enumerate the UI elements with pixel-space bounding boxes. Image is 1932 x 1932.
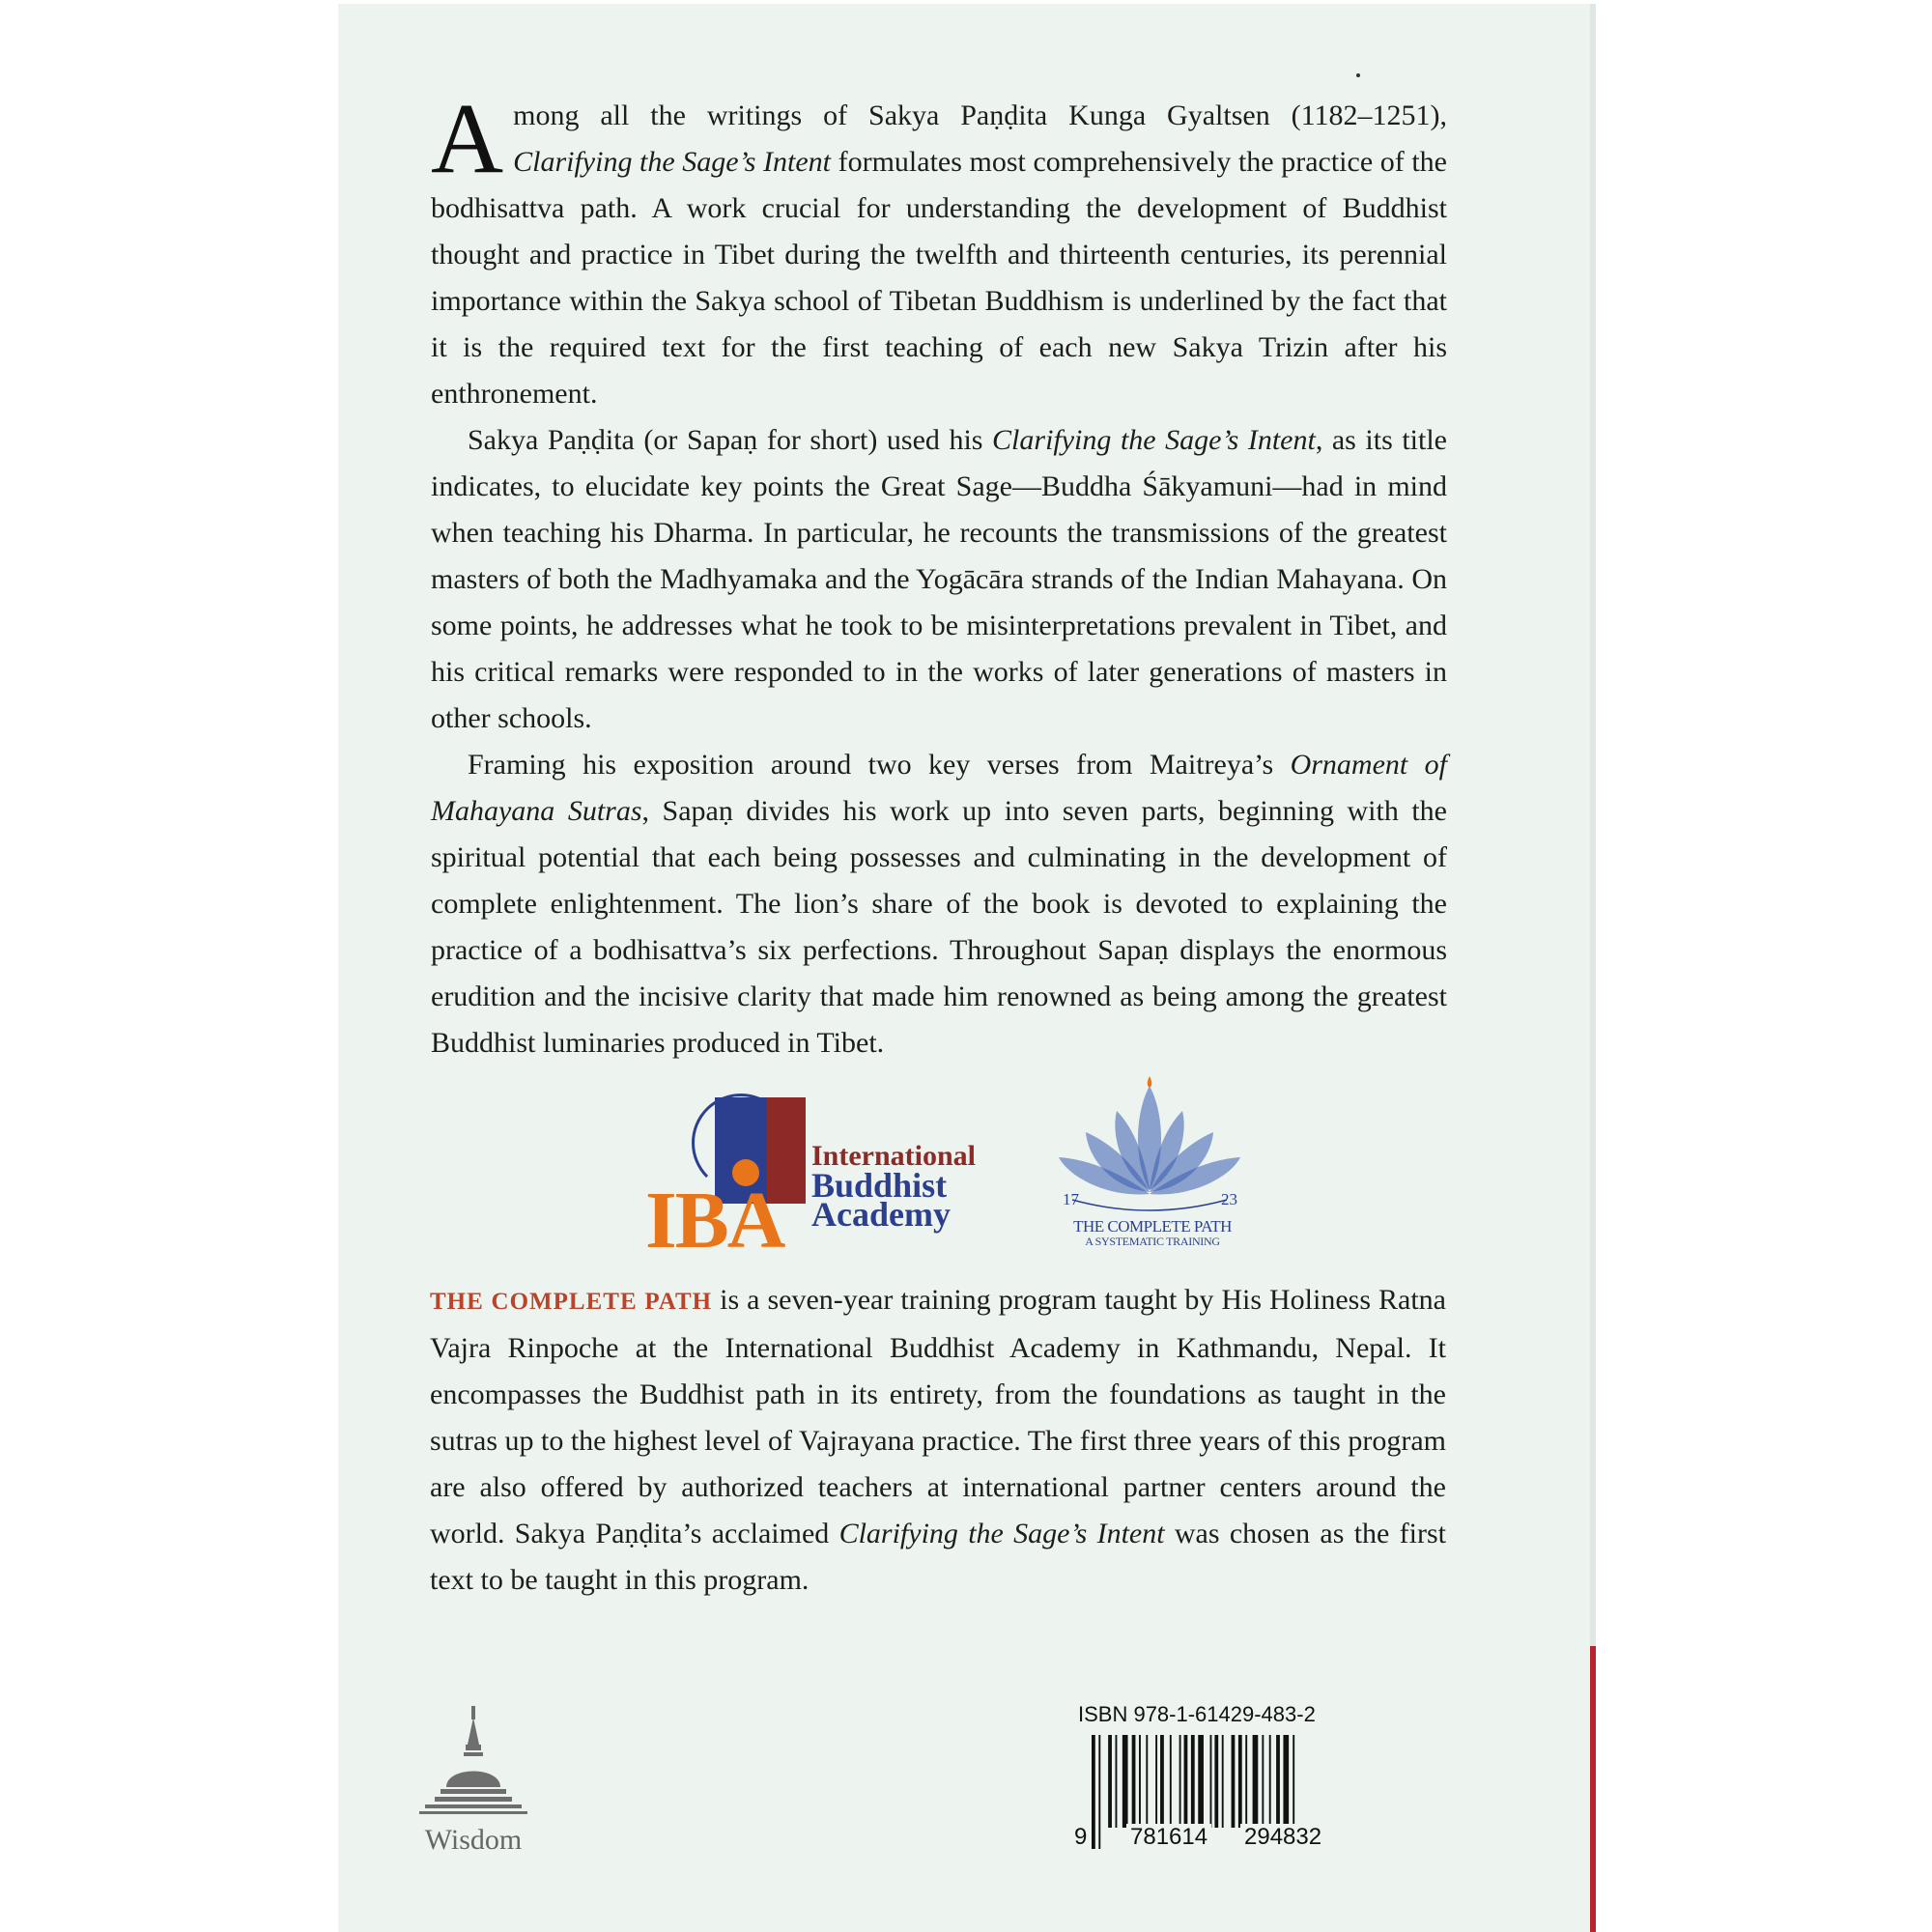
paragraph-text: is a seven-year training program taught by His Holiness Ratna Vajra Rinpoche at the International Buddhist Academy in Kathmandu, Nepal. It encompasses the Buddhist path in its entirety, from the foundations as taught in the sutras up to the highest level of Vajrayana practice. The first three years of this program are also offered by authorized teachers at international partner centers around the world. Sakya Paṇḍita’s acclaimed xyxy=(430,1284,1446,1549)
blurb-paragraph-3 xyxy=(431,742,1447,1066)
barcode-bar xyxy=(1092,1735,1095,1849)
paragraph-text: mong all the writings of Sakya Paṇḍita Kunga Gyaltsen (1182–1251), xyxy=(513,99,1447,131)
iba-name-line-3: Academy xyxy=(811,1195,951,1234)
book-back-cover xyxy=(338,4,1596,1932)
barcode-bar xyxy=(1253,1735,1259,1828)
barcode-bar xyxy=(1179,1735,1181,1828)
cover-red-edge xyxy=(1590,1646,1596,1932)
blurb-paragraph-2 xyxy=(431,417,1447,742)
iba-letters: IBA xyxy=(645,1176,784,1265)
logo-row xyxy=(338,1076,1596,1269)
cp-title: THE COMPLETE PATH xyxy=(1073,1217,1232,1236)
complete-path-logo xyxy=(1053,1076,1246,1269)
book-title-italic: Clarifying the Sage’s Intent xyxy=(838,1518,1165,1549)
cover-edge xyxy=(1590,4,1596,1932)
barcode-bar xyxy=(1116,1735,1118,1828)
isbn-label: ISBN 978-1-61429-483-2 xyxy=(1078,1702,1316,1726)
barcode-bar xyxy=(1098,1735,1100,1849)
barcode-bar xyxy=(1262,1735,1264,1828)
paragraph-text: , Sapaṇ divides his work up into seven parts, beginning with the spiritual potential that each being possesses and culminating in the development of complete enlightenment. The lion’s share of the book is devoted to explaining the practice of a bodhisattva’s six perfections. Throughout Sapaṇ displays the enormous erudition and the incisive clarity that made him renowned as being among the greatest Buddhist luminaries produced in Tibet. xyxy=(431,795,1447,1059)
barcode-bar xyxy=(1155,1735,1157,1828)
cp-year-end: 23 xyxy=(1221,1190,1237,1208)
barcode-bar xyxy=(1232,1735,1236,1828)
lotus-icon xyxy=(1053,1076,1246,1211)
isbn-block xyxy=(1070,1702,1360,1861)
barcode-bar xyxy=(1245,1735,1247,1828)
cp-subtitle: A SYSTEMATIC TRAINING xyxy=(1085,1235,1220,1248)
blurb-paragraph-1 xyxy=(431,83,1447,417)
barcode-bar xyxy=(1222,1735,1224,1828)
publisher-logo xyxy=(415,1706,531,1861)
barcode-digits-right: 294832 xyxy=(1240,1824,1325,1851)
paragraph-text: was chosen as the first text to be taught in this program. xyxy=(430,1518,1446,1596)
iba-name-line-2: Buddhist xyxy=(811,1166,948,1205)
book-title-italic: Clarifying the Sage’s Intent xyxy=(513,146,831,178)
barcode-bar xyxy=(1160,1735,1164,1828)
barcode-bar xyxy=(1283,1735,1289,1828)
publisher-name: Wisdom xyxy=(424,1824,523,1856)
barcode-bar xyxy=(1269,1735,1271,1828)
paragraph-text: , as its title indicates, to elucidate key points the Great Sage—Buddha Śākyamuni—had in mind when teaching his Dharma. In particular, he recounts the transmissions of the greatest masters of both the Madhyamaka and the Yogācāra strands of the Indian Mahayana. On some points, he addresses what he took to be misinterpretations prevalent in Tibet, and his critical remarks were responded to in the works of later generations of masters in other schools. xyxy=(431,424,1447,734)
book-title-italic: Ornament of Mahayana Sutras xyxy=(431,749,1447,827)
barcode xyxy=(1070,1735,1360,1861)
drop-cap: A xyxy=(431,83,504,194)
speck xyxy=(1356,73,1360,77)
barcode-digits-left: 781614 xyxy=(1126,1824,1211,1851)
iba-name xyxy=(811,1140,977,1234)
barcode-bar xyxy=(1210,1735,1212,1828)
barcode-bar xyxy=(1276,1735,1280,1828)
book-title-italic: Clarifying the Sage’s Intent xyxy=(992,424,1316,456)
barcode-bar xyxy=(1238,1735,1242,1828)
paragraph-text: Framing his exposition around two key verses from Maitreya’s xyxy=(468,749,1291,781)
barcode-digit-first: 9 xyxy=(1074,1824,1088,1850)
barcode-bar xyxy=(1191,1735,1195,1828)
blurb xyxy=(431,83,1447,1066)
barcode-bar xyxy=(1184,1735,1188,1828)
barcode-bar xyxy=(1132,1735,1136,1828)
barcode-bar xyxy=(1139,1735,1141,1828)
iba-logo xyxy=(645,1095,993,1265)
barcode-bar xyxy=(1214,1735,1218,1828)
barcode-bar xyxy=(1146,1735,1148,1828)
barcode-bar xyxy=(1122,1735,1128,1828)
stupa-icon xyxy=(415,1706,531,1822)
paragraph-text: Sakya Paṇḍita (or Sapaṇ for short) used his xyxy=(468,424,993,456)
iba-name-line-1: International xyxy=(811,1140,977,1172)
barcode-bar xyxy=(1198,1735,1204,1828)
paragraph-text: formulates most comprehensively the practice of the bodhisattva path. A work crucial for understanding the development of Buddhist thought and practice in Tibet during the twelfth and thirteenth centuries, its perennial importance within the Sakya school of Tibetan Buddhism is underlined by the fact that it is the required text for the first teaching of each new Sakya Trizin after his enthronement. xyxy=(431,146,1447,410)
cp-year-start: 17 xyxy=(1063,1190,1079,1208)
program-lead: THE COMPLETE PATH xyxy=(430,1289,713,1315)
barcode-bar xyxy=(1170,1735,1172,1828)
barcode-bar xyxy=(1108,1735,1112,1828)
program-description xyxy=(430,1277,1446,1604)
